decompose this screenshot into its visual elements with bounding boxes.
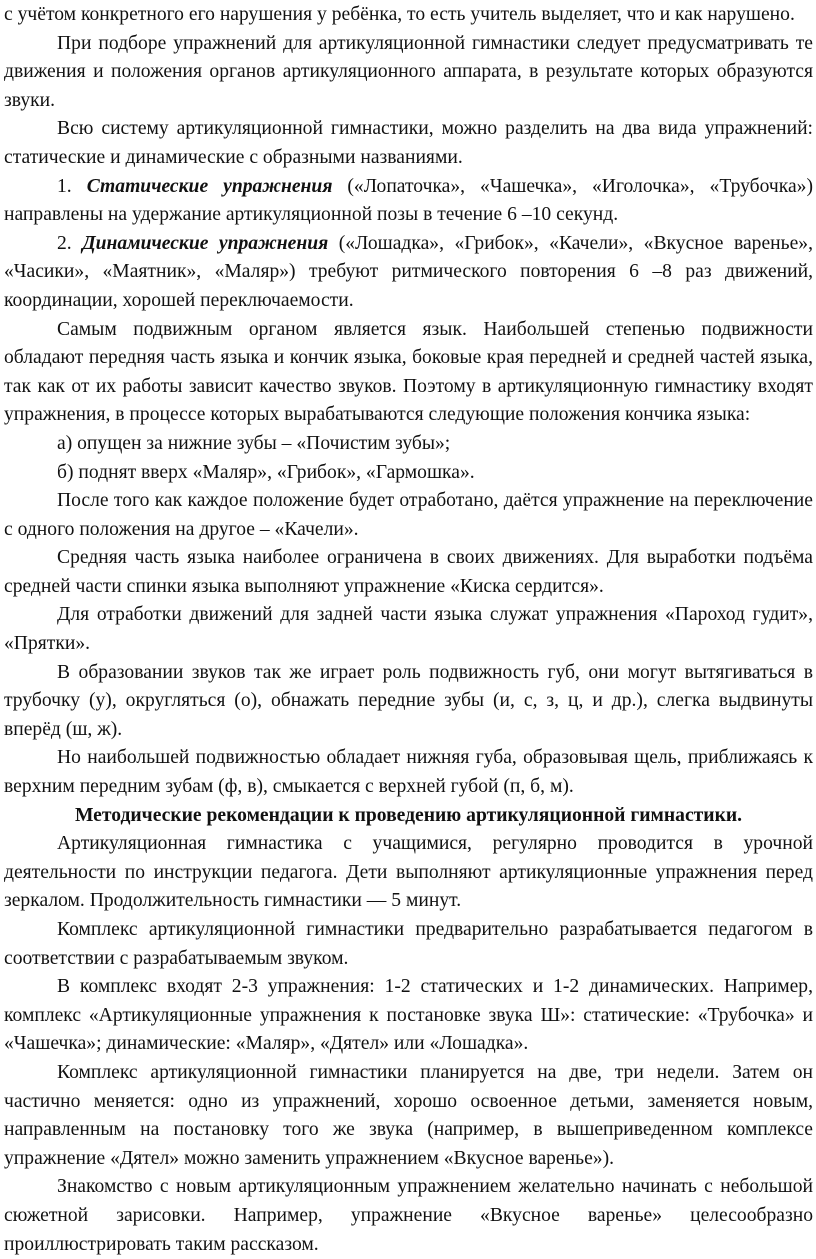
list-item-static-exercises [4,173,813,230]
list-item-dynamic-exercises [4,230,813,316]
static-exercises-term: Статические упражнения [86,175,333,197]
paragraph-exercise-selection: При подборе упражнений для артикуляционной гимнастики следует предусматривать те движения и положения органов артикуляционного аппарата, в результате которых образуются звуки. [4,32,813,111]
paragraph-back-tongue: Для отработки движений для задней части языка служат упражнения «Пароход гудит», «Прятки». [4,604,813,655]
paragraph-complex-design: Комплекс артикуляционной гимнастики предварительно разрабатывается педагогом в соответствии с разрабатываемым звуком. [4,919,813,969]
dynamic-exercises-term: Динамические упражнения [82,232,329,254]
paragraph-complex-planning: Комплекс артикуляционной гимнастики планируется на две, три недели. Затем он частично меняется: одно из упражнений, хорошо освоенное детьми, заменяется новым, направленным на постановку того же звука (например, в вышеприведенном комплексе упражнение «Дятел» можно заменить упражнением «Вкусное варенье»). [4,1061,813,1169]
list-item-number: 1. [57,175,72,197]
paragraph-gymnastics-types: Всю систему артикуляционной гимнастики, можно разделить на два вида упражнений: статические и динамические с образными названиями. [4,118,813,168]
list-item-tongue-up: б) поднят вверх «Маляр», «Грибок», «Гармошка». [57,461,475,483]
paragraph-complex-contents: В комплекс входят 2-3 упражнения: 1-2 статических и 1-2 динамических. Например, комплекс «Артикуляционные упражнения к постановке звука Ш»: статические: «Трубочка» и «Чашечка»; динамические: «Маляр», «Дятел» или «Лошадка». [4,976,813,1055]
paragraph-continuation: с учётом конкретного его нарушения у ребёнка, то есть учитель выделяет, что и как нарушено. [4,4,795,25]
list-item-number: 2. [57,232,72,254]
list-item-tongue-down: а) опущен за нижние зубы – «Почистим зубы»; [57,432,451,454]
paragraph-lesson-gymnastics: Артикуляционная гимнастика с учащимися, регулярно проводится в урочной деятельности по инструкции педагога. Дети выполняют артикуляционные упражнения перед зеркалом. Продолжительность гимнастики — 5 минут. [4,833,813,912]
paragraph-lips: В образовании звуков так же играет роль подвижность губ, они могут вытягиваться в трубочку (у), округляться (о), обнажать передние зубы (и, с, з, ц, и др.), слегка выдвинуты вперёд (ш, ж). [4,661,813,740]
paragraph-switching: После того как каждое положение будет отработано, даётся упражнение на переключение с одного положения на другое – «Качели». [4,490,813,540]
paragraph-new-exercise: Знакомство с новым артикуляционным упражнением желательно начинать с небольшой сюжетной зарисовки. Например, упражнение «Вкусное варенье» целесообразно проиллюстрировать таким рассказом. [4,1176,813,1255]
section-heading: Методические рекомендации к проведению артикуляционной гимнастики. [74,804,743,826]
list-item-text: («Лопаточка», «Чашечка», «Иголочка», «Трубочка») направлены на удержание артикуляционной позы в течение 6 –10 секунд. [4,175,813,226]
list-item-text: («Лошадка», «Грибок», «Качели», «Вкусное варенье», «Часики», «Маятник», «Маляр») требуют ритмического повторения 6 –8 раз движений, координации, хорошей переключаемости. [4,232,813,311]
paragraph-middle-tongue: Средняя часть языка наиболее ограничена в своих движениях. Для выработки подъёма средней части спинки языка выполняют упражнение «Киска сердится». [4,547,813,597]
paragraph-lower-lip: Но наибольшей подвижностью обладает нижняя губа, образовывая щель, приближаясь к верхним передним зубам (ф, в), смыкается с верхней губой (п, б, м). [4,747,813,798]
paragraph-tongue-mobility: Самым подвижным органом является язык. Наибольшей степенью подвижности обладают передняя часть языка и кончик языка, боковые края передней и средней частей языка, так как от их работы зависит качество звуков. Поэтому в артикуляционную гимнастику входят упражнения, в процессе которых вырабатываются следующие положения кончика языка: [4,318,813,426]
